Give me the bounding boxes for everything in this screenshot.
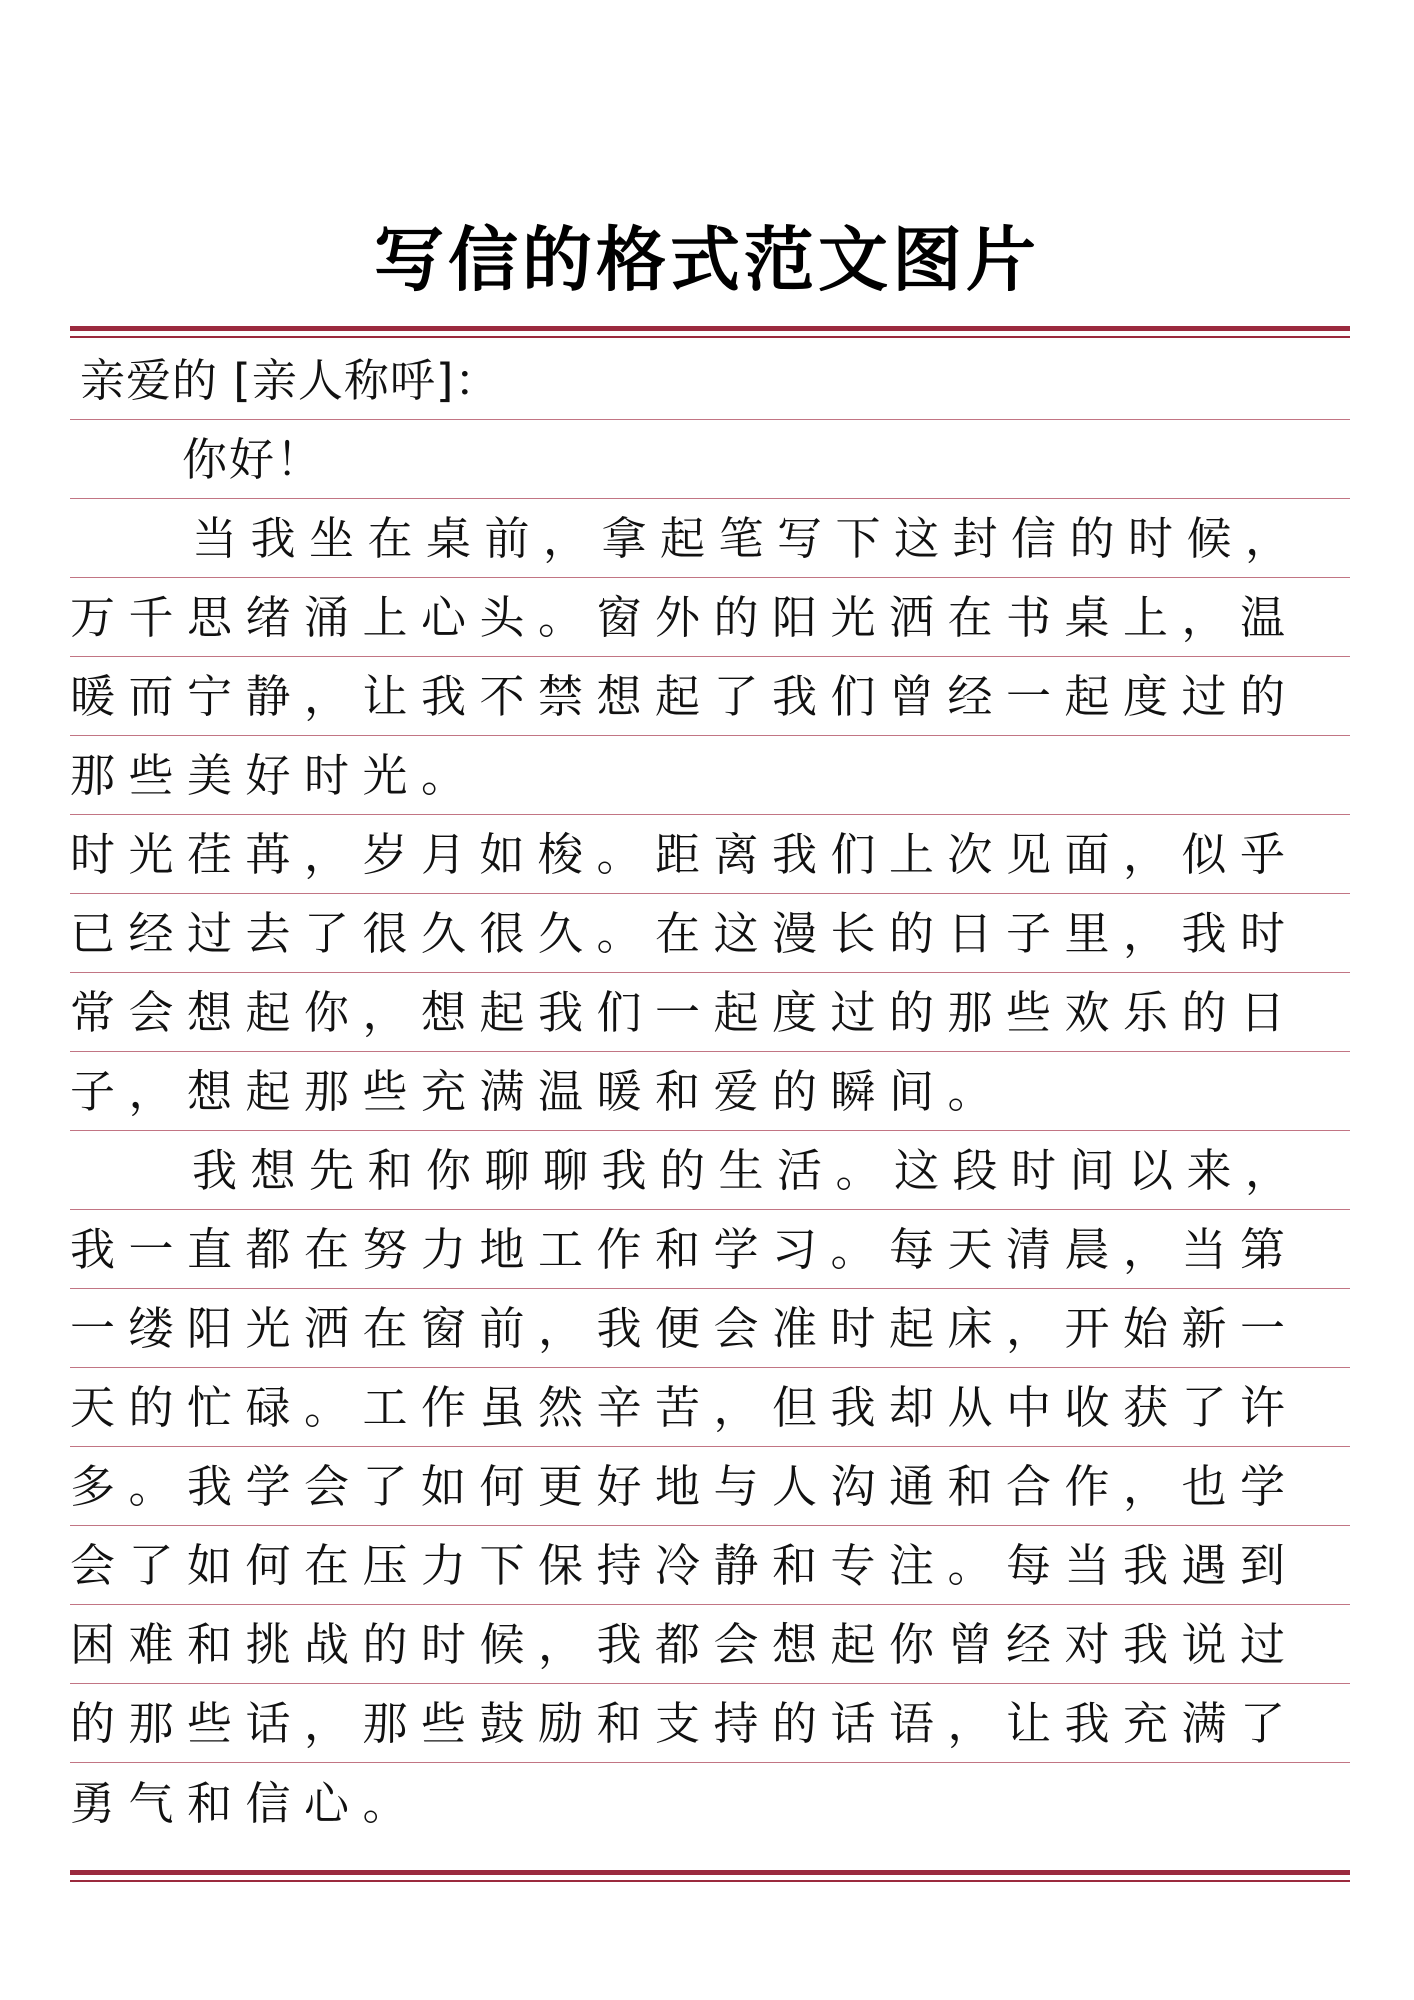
line-text: 的那些话，那些鼓励和支持的话语，让我充满了 <box>70 1697 1299 1750</box>
letter-line <box>70 420 1350 499</box>
letter-line <box>70 1210 1350 1289</box>
bottom-double-rule <box>70 1870 1350 1884</box>
line-text: 万千思绪涌上心头。窗外的阳光洒在书桌上，温 <box>70 591 1299 644</box>
line-text: 我想先和你聊聊我的生活。这段时间以来， <box>192 1144 1304 1197</box>
top-double-rule <box>70 326 1350 340</box>
letter-line <box>70 1763 1350 1842</box>
line-text: 时光荏苒，岁月如梭。距离我们上次见面，似乎 <box>70 828 1299 881</box>
letter-body <box>70 341 1350 1842</box>
letter-line <box>70 1368 1350 1447</box>
greeting-text: 你好！ <box>182 433 324 486</box>
letter-line <box>70 1052 1350 1131</box>
letter-line <box>70 1684 1350 1763</box>
line-text: 一缕阳光洒在窗前，我便会准时起床，开始新一 <box>70 1302 1299 1355</box>
letter-line <box>70 341 1350 420</box>
letter-line <box>70 894 1350 973</box>
letter-line <box>70 815 1350 894</box>
salutation-text: 亲爱的 [亲人称呼]： <box>80 354 501 407</box>
line-text: 子，想起那些充满温暖和爱的瞬间。 <box>70 1065 1007 1118</box>
letter-line <box>70 1131 1350 1210</box>
line-text: 多。我学会了如何更好地与人沟通和合作，也学 <box>70 1460 1299 1513</box>
page-title: 写信的格式范文图片 <box>374 219 1040 301</box>
letter-line <box>70 578 1350 657</box>
letter-line <box>70 1289 1350 1368</box>
letter-line <box>70 1447 1350 1526</box>
letter-line <box>70 499 1350 578</box>
line-text: 常会想起你，想起我们一起度过的那些欢乐的日 <box>70 986 1299 1039</box>
line-text: 天的忙碌。工作虽然辛苦，但我却从中收获了许 <box>70 1381 1299 1434</box>
line-text: 我一直都在努力地工作和学习。每天清晨，当第 <box>70 1223 1299 1276</box>
letter-line <box>70 736 1350 815</box>
line-text: 当我坐在桌前，拿起笔写下这封信的时候， <box>192 512 1304 565</box>
line-text: 已经过去了很久很久。在这漫长的日子里，我时 <box>70 907 1299 960</box>
line-text: 勇气和信心。 <box>70 1777 422 1830</box>
letter-line <box>70 657 1350 736</box>
line-text: 困难和挑战的时候，我都会想起你曾经对我说过 <box>70 1618 1299 1671</box>
line-text: 那些美好时光。 <box>70 749 480 802</box>
line-text: 暖而宁静，让我不禁想起了我们曾经一起度过的 <box>70 670 1299 723</box>
letter-line <box>70 1605 1350 1684</box>
line-text: 会了如何在压力下保持冷静和专注。每当我遇到 <box>70 1539 1299 1592</box>
letter-line <box>70 1526 1350 1605</box>
letter-line <box>70 973 1350 1052</box>
